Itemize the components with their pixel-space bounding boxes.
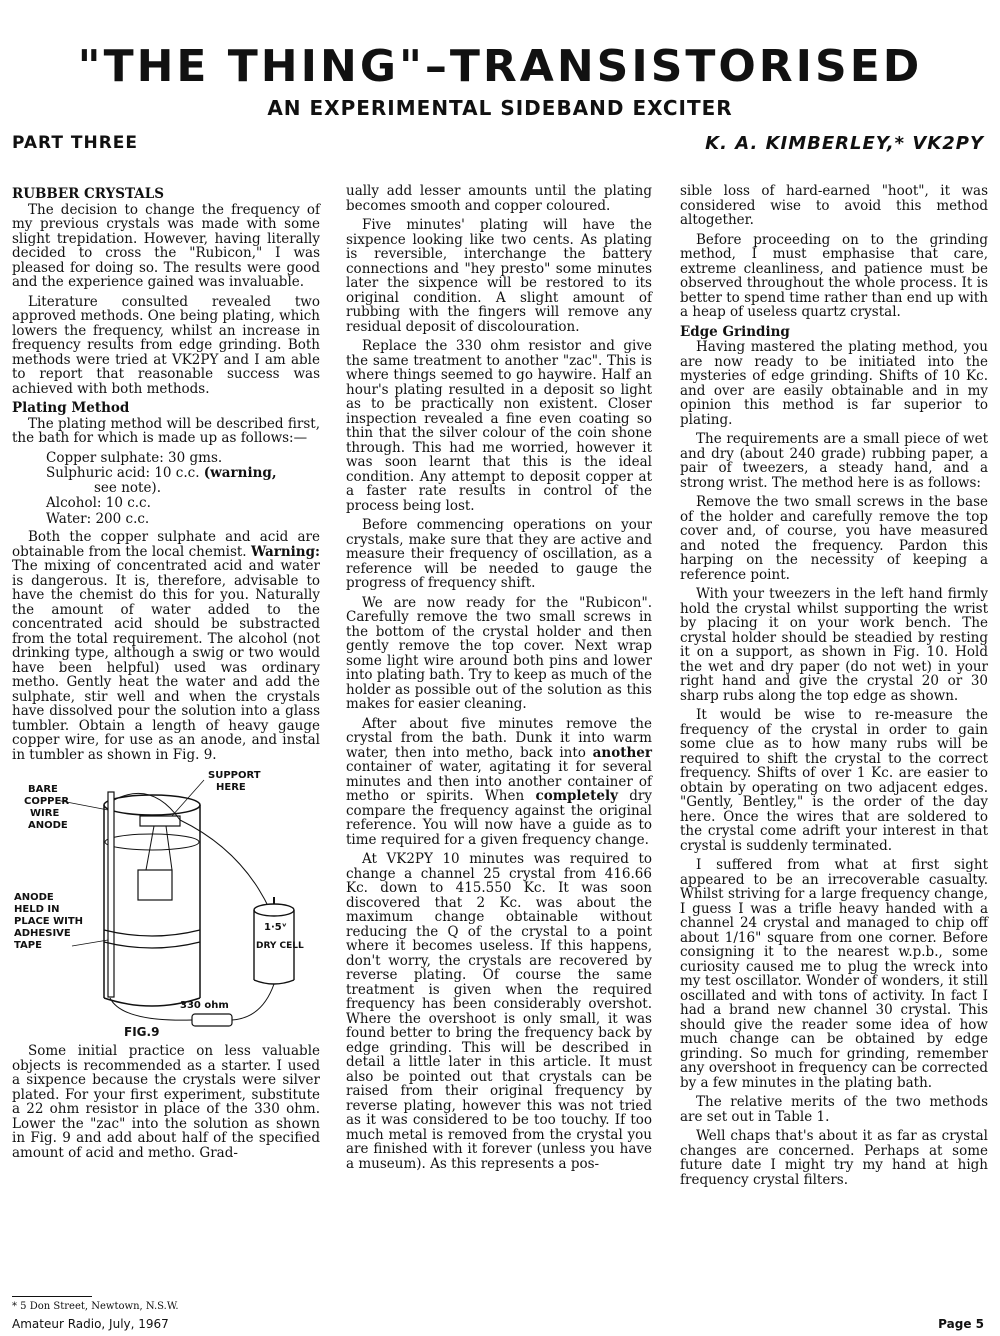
article-subtitle: AN EXPERIMENTAL SIDEBAND EXCITER <box>267 96 733 120</box>
paragraph-text: container of water, agitating it for several minutes and then into another container of metho or spirits. When <box>346 759 652 804</box>
paragraph-text: Both the copper sulphate and acid are obtainable from the local chemist. <box>12 529 320 560</box>
magazine-issue: Amateur Radio, July, 1967 <box>12 1317 169 1331</box>
label-anode-held-3: PLACE WITH <box>14 916 84 927</box>
paragraph-text: dry compare the frequency against the original reference. You will now have a guide as to time required for a given frequency change. <box>346 788 652 848</box>
label-anode-held-4: ADHESIVE <box>14 928 71 939</box>
label-anode-held-2: HELD IN <box>14 904 60 915</box>
paragraph: Some initial practice on less valuable objects is recommended as a starter. I used a sixpence because the crystals were silver plated. For your first experiment, substitute a 22 ohm resistor in place of the 330 ohm. Lower the "zac" into the solution as shown in Fig. 9 and add about half of the specified amount of acid and metho. Grad- <box>12 1043 320 1161</box>
article-title: "THE THING"–TRANSISTORISED <box>77 41 923 92</box>
column-1 <box>12 184 320 1165</box>
paragraph: Before commencing operations on your crystals, make sure that they are active and measure their frequency of oscillation, as a reference will be needed to gauge the progress of frequency shift. <box>346 517 652 591</box>
ingredient-item: Alcohol: 10 c.c. <box>46 495 151 511</box>
label-support: SUPPORT <box>208 770 261 781</box>
label-bare: BARE <box>28 784 58 795</box>
heading-plating-method: Plating Method <box>12 400 130 416</box>
ingredient-item: Water: 200 c.c. <box>46 510 150 527</box>
footnote: * 5 Don Street, Newtown, N.S.W. <box>12 1301 179 1312</box>
figure-9-diagram <box>12 770 320 1040</box>
paragraph: I suffered from what at first sight appeared to be an irrecoverable casualty. Whilst striving for a large frequency change, I guess I was a trifle heavy handed with a channel 24 crystal and managed to chip off about 1/16" square from one corner. Before consigning it to the nearest w.p.b., some curiosity caused me to plug the wreck into my test oscillator. Wonder of wonders, it still oscillated and with tons of activity. In fact I had a brand new channel 30 crystal. This should give the reader some idea of how much change can be obtained by edge grinding. So much for grinding, remember any overshoot in frequency can be corrected by a few minutes in the plating bath. <box>680 857 988 1091</box>
paragraph: We are now ready for the "Rubicon". Carefully remove the two small screws in the bottom of the crystal holder and then gently remove the top cover. Next wrap some light wire around both pins and lower into plating bath. Try to keep as much of the holder as possible out of the solution as this makes for easier cleaning. <box>346 594 652 712</box>
label-here: HERE <box>216 782 246 793</box>
author-byline: K. A. KIMBERLEY,* VK2PY <box>705 133 984 154</box>
warning-label: Warning: <box>250 543 320 560</box>
heading-edge-grinding: Edge Grinding <box>680 323 790 340</box>
figure-9 <box>12 770 320 1040</box>
ingredient-item: Copper sulphate: 30 gms. <box>46 449 223 466</box>
paragraph: It would be wise to re-measure the frequency of the crystal in order to gain some clue as to how many rubs will be required to shift the crystal to the correct frequency. Shifts of over 1 Kc. are easier to obtain by operating on two adjacent edges. "Gently, Bentley," is the order of the day here. Once the wires that are soldered to the crystal come adrift your interest in that crystal is suddenly terminated. <box>680 707 988 854</box>
paragraph <box>346 717 652 848</box>
label-anode-held-5: TAPE <box>14 940 42 951</box>
paragraph: The requirements are a small piece of wet and dry (about 240 grade) rubbing paper, a pair of tweezers, a steady hand, and a strong wrist. The method here is as follows: <box>680 431 988 491</box>
column-2 <box>346 184 652 1176</box>
paragraph: sible loss of hard-earned "hoot", it was considered wise to avoid this method altogether. <box>680 183 988 228</box>
label-copper: COPPER <box>24 796 70 807</box>
emphasis: completely <box>535 788 618 804</box>
paragraph: The decision to change the frequency of my previous crystals was made with some slight trepidation. However, having literally decided to cross the "Rubicon," I was pleased for doing so. The results were good and the experience gained was invaluable. <box>12 201 320 290</box>
paragraph: Having mastered the plating method, you are now ready to be initiated into the mysteries of edge grinding. Shifts of 10 Kc. and over are easily obtainable and in my opinion this method is far superior to plating. <box>680 339 988 428</box>
paragraph: Before proceeding on to the grinding method, I must emphasise that care, extreme cleanliness, and patience must be observed throughout the whole process. It is better to spend time rather than end up with a heap of useless quartz crystal. <box>680 231 988 320</box>
paragraph <box>12 530 320 762</box>
label-resistor: 330 ohm <box>180 1000 229 1011</box>
label-anode: ANODE <box>28 820 68 831</box>
paragraph: The relative merits of the two methods are set out in Table 1. <box>680 1094 988 1125</box>
paragraph: Literature consulted revealed two approved methods. One being plating, which lowers the frequency, whilst an increase in frequency results from edge grinding. Both methods were tried at VK2PY and I am able to report that reasonable success was achieved with both methods. <box>12 293 320 397</box>
label-wire: WIRE <box>30 808 60 819</box>
ingredient-list <box>12 451 320 527</box>
paragraph: Replace the 330 ohm resistor and give the same treatment to another "zac". This is where things seemed to go haywire. Half an hour's plating resulted in a deposit so light as to be practically non existent. Closer inspection revealed a fine even coating so thin that the silver colour of the coin shone through. This had me worried, however it was soon learnt that this is the ideal condition. Any attempt to deposit copper at a faster rate results in control of the process being lost. <box>346 338 652 514</box>
ingredient-text: Sulphuric acid: 10 c.c. <box>46 465 200 481</box>
paragraph-text: The mixing of concentrated acid and water is dangerous. It is, therefore, advisable to have the chemist do this for you. Naturally the amount of water added to the concentrated acid should be substracted from the total requirement. The alcohol (not drinking type, although a swig or two would have been helpful) used was ordinary metho. Gently heat the water and add the sulphate, stir well and when the crystals have dissolved pour the solution into a glass tumbler. Obtain a length of heavy gauge copper wire, for use as an anode, and instal in tumbler as shown in Fig. 9. <box>12 558 320 763</box>
paragraph: Well chaps that's about it as far as crystal changes are concerned. Perhaps at some future date I might try my hand at high frequency crystal filters. <box>680 1128 988 1188</box>
paragraph: Remove the two small screws in the base of the holder and carefully remove the top cover and, of course, you have measured and noted the frequency. Pardon this harping on the necessity of keeping a reference point. <box>680 494 988 583</box>
column-3 <box>680 184 988 1192</box>
label-cell-voltage: 1·5ᵛ <box>264 922 287 933</box>
warning-ref: (warning, <box>203 465 277 481</box>
footnote-rule <box>12 1296 92 1297</box>
paragraph: The plating method will be described first, the bath for which is made up as follows:— <box>12 415 320 446</box>
part-label: PART THREE <box>12 133 139 153</box>
warning-note: see note). <box>94 479 161 496</box>
label-dry-cell: DRY CELL <box>256 941 304 951</box>
emphasis: another <box>592 744 652 761</box>
paragraph: ually add lesser amounts until the plating becomes smooth and copper coloured. <box>346 183 652 214</box>
paragraph: Five minutes' plating will have the sixpence looking like two cents. As plating is reversible, interchange the battery connections and "hey presto" some minutes later the sixpence will be restored to its original condition. A slight amount of rubbing with the fingers will remove any residual deposit of discolouration. <box>346 217 652 335</box>
heading-rubber-crystals: RUBBER CRYSTALS <box>12 186 164 202</box>
figure-caption: FIG.9 <box>124 1025 160 1039</box>
page-number: Page 5 <box>938 1317 984 1331</box>
paragraph-text: After about five minutes remove the crystal from the bath. Dunk it into warm water, then into metho, back into <box>346 715 652 761</box>
ingredient-item <box>46 466 320 495</box>
paragraph: With your tweezers in the left hand firmly hold the crystal whilst supporting the wrist by placing it on your work bench. The crystal holder should be steadied by resting it on a support, as shown in Fig. 10. Hold the wet and dry paper (do not wet) in your right hand and give the crystal 20 or 30 sharp rubs along the top edge as shown. <box>680 586 988 704</box>
label-anode-held-1: ANODE <box>14 892 54 903</box>
paragraph: At VK2PY 10 minutes was required to change a channel 25 crystal from 416.66 Kc. down to 415.550 Kc. It was soon discovered that 2 Kc. was about the maximum change obtainable without reducing the Q of the crystal to a point where it becomes useless. If this happens, don't worry, the crystals are recovered by reverse plating. Of course the same treatment is given when the required frequency has been considerably overshot. Where the overshoot is only small, it was found better to bring the frequency back by edge grinding. This will be described in detail a little later in this article. It must also be pointed out that crystals can be raised from their original frequency by reverse plating, however this was not tried as it was considered to be too touchy. If too much metal is removed from the crystal you are finished with it forever (unless you have a museum). As this represents a pos- <box>346 851 652 1172</box>
